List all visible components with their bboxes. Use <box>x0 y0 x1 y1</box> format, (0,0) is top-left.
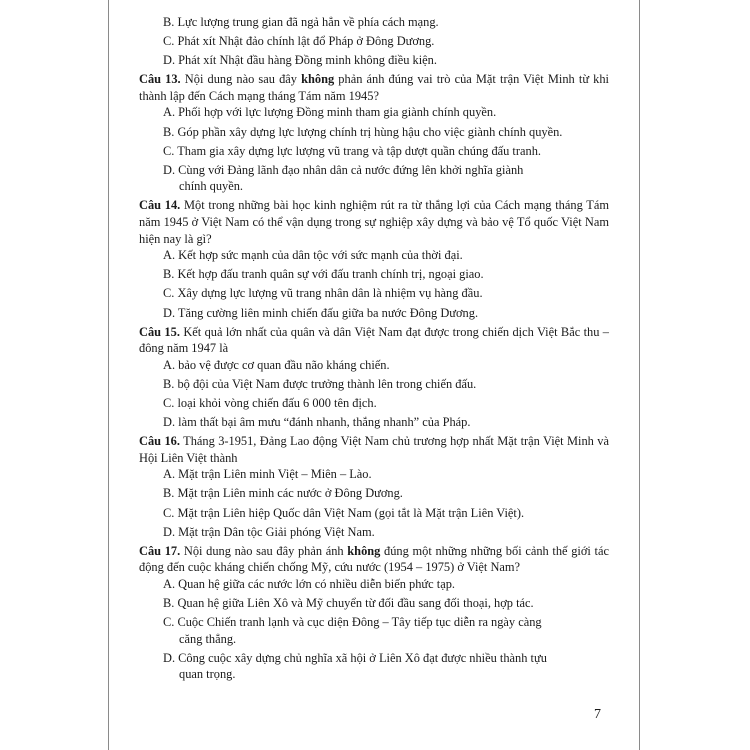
question-number: Câu 15. <box>139 324 180 339</box>
option: D. Phát xít Nhật đầu hàng Đồng minh không điều kiện. <box>163 53 437 68</box>
option: B. bộ đội của Việt Nam được trưởng thành lên trong chiến đấu. <box>163 376 477 391</box>
option: D. Tăng cường liên minh chiến đấu giữa ba nước Đông Dương. <box>163 305 479 320</box>
question-prompt: Câu 13. Nội dung nào sau đây không phản ánh đúng vai trò của Mặt trận Việt Minh từ khi thành lập đến Cách mạng tháng Tám năm 1945? <box>139 72 609 103</box>
option: B. Góp phần xây dựng lực lượng chính trị hùng hậu cho việc giành chính quyền. <box>163 124 563 139</box>
question-14 <box>139 197 609 321</box>
option: D. Cùng với Đảng lãnh đạo nhân dân cả nước đứng lên khởi nghĩa giành chính quyền. <box>163 162 524 194</box>
option: C. Cuộc Chiến tranh lạnh và cục diện Đông – Tây tiếp tục diễn ra ngày càng căng thẳng. <box>163 615 542 646</box>
option: A. bảo vệ được cơ quan đầu não kháng chiến. <box>163 357 390 372</box>
question-15 <box>139 324 609 431</box>
question-prompt: Câu 14. Một trong những bài học kinh nghiệm rút ra từ thắng lợi của Cách mạng tháng Tám năm 1945 ở Việt Nam có thể vận dụng trong sự nghiệp xây dựng và bảo vệ Tổ quốc Việt Nam hiện nay là gì? <box>139 198 609 246</box>
option: B. Lực lượng trung gian đã ngả hẳn về phía cách mạng. <box>163 15 439 29</box>
question-number: Câu 14. <box>139 198 181 213</box>
top-options <box>139 14 609 69</box>
option: B. Kết hợp đấu tranh quân sự với đấu tranh chính trị, ngoại giao. <box>163 267 484 282</box>
option: A. Phối hợp với lực lượng Đồng minh tham gia giành chính quyền. <box>163 105 497 120</box>
option: D. Mặt trận Dân tộc Giải phóng Việt Nam. <box>163 524 375 539</box>
option: B. Mặt trận Liên minh các nước ở Đông Dương. <box>163 486 403 501</box>
option: C. Phát xít Nhật đảo chính lật đổ Pháp ở Đông Dương. <box>163 34 435 49</box>
option: A. Kết hợp sức mạnh của dân tộc với sức mạnh của thời đại. <box>163 248 463 263</box>
question-prompt: Câu 17. Nội dung nào sau đây phản ánh không đúng một những những bối cảnh thế giới tác động đến cuộc kháng chiến chống Mỹ, cứu nước (1954 – 1975) ở Việt Nam? <box>139 543 609 575</box>
question-number: Câu 17. <box>139 543 181 558</box>
question-prompt: Câu 16. Tháng 3-1951, Đảng Lao động Việt Nam chủ trương hợp nhất Mặt trận Việt Minh và Hội Liên Việt thành <box>139 434 609 465</box>
question-13 <box>139 71 609 195</box>
question-16 <box>139 433 609 540</box>
emphasis: không <box>347 543 381 558</box>
emphasis: không <box>301 72 335 87</box>
option: A. Mặt trận Liên minh Việt – Miên – Lào. <box>163 467 372 482</box>
page-number: 7 <box>594 707 601 722</box>
page-content <box>139 14 609 685</box>
question-number: Câu 13. <box>139 72 181 87</box>
option: A. Quan hệ giữa các nước lớn có nhiều diễn biến phức tạp. <box>163 576 455 591</box>
question-17 <box>139 543 609 683</box>
option: C. loại khỏi vòng chiến đấu 6 000 tên địch. <box>163 395 377 410</box>
question-prompt: Câu 15. Kết quả lớn nhất của quân và dân Việt Nam đạt được trong chiến dịch Việt Bắc thu – đông năm 1947 là <box>139 324 609 356</box>
option: C. Xây dựng lực lượng vũ trang nhân dân là nhiệm vụ hàng đầu. <box>163 286 483 301</box>
option: D. làm thất bại âm mưu “đánh nhanh, thắng nhanh” của Pháp. <box>163 415 471 430</box>
question-number: Câu 16. <box>139 434 180 449</box>
option: C. Mặt trận Liên hiệp Quốc dân Việt Nam (gọi tắt là Mặt trận Liên Việt). <box>163 505 525 520</box>
option: D. Công cuộc xây dựng chủ nghĩa xã hội ở Liên Xô đạt được nhiều thành tựu quan trọng. <box>163 650 547 682</box>
option: C. Tham gia xây dựng lực lượng vũ trang và tập dượt quần chúng đấu tranh. <box>163 143 541 158</box>
option: B. Quan hệ giữa Liên Xô và Mỹ chuyển từ đối đầu sang đối thoại, hợp tác. <box>163 596 534 610</box>
